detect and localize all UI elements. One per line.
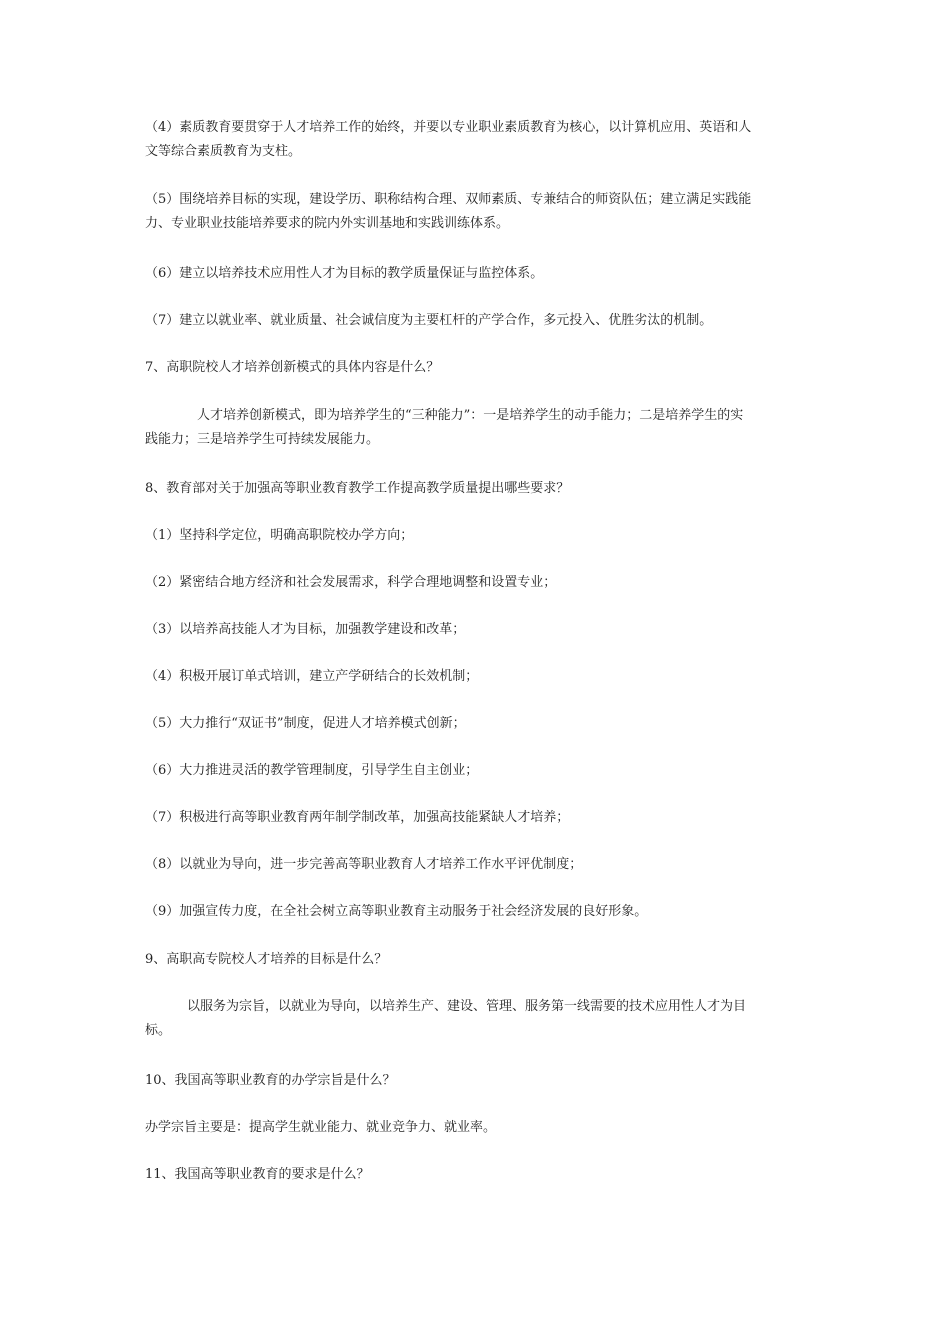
- paragraph-item-6: （6）建立以培养技术应用性人才为目标的教学质量保证与监控体系。: [145, 266, 544, 281]
- text-line: 以服务为宗旨，以就业为导向，以培养生产、建设、管理、服务第一线需要的技术应用性人才为目: [187, 999, 747, 1014]
- paragraph-item-4: [145, 116, 810, 164]
- text-line: 力、专业职业技能培养要求的院内外实训基地和实践训练体系。: [145, 216, 510, 231]
- answer-7: [145, 404, 810, 452]
- answer-8-item-2: （2）紧密结合地方经济和社会发展需求，科学合理地调整和设置专业；: [145, 575, 557, 590]
- question-7: 7、高职院校人才培养创新模式的具体内容是什么？: [145, 360, 440, 375]
- paragraph-item-5: [145, 188, 810, 236]
- text-line: 践能力；三是培养学生可持续发展能力。: [145, 432, 380, 447]
- text-line: 文等综合素质教育为支柱。: [145, 144, 302, 159]
- answer-8-item-3: （3）以培养高技能人才为目标，加强教学建设和改革；: [145, 622, 466, 637]
- answer-8-item-8: （8）以就业为导向，进一步完善高等职业教育人才培养工作水平评优制度；: [145, 857, 583, 872]
- answer-10: 办学宗旨主要是：提高学生就业能力、就业竞争力、就业率。: [145, 1120, 497, 1135]
- text-line: 人才培养创新模式，即为培养学生的“三种能力”：一是培养学生的动手能力；二是培养学生的实: [197, 408, 744, 423]
- text-line: 标。: [145, 1023, 172, 1038]
- answer-8-item-1: （1）坚持科学定位，明确高职院校办学方向；: [145, 528, 414, 543]
- text-line: （5）围绕培养目标的实现，建设学历、职称结构合理、双师素质、专兼结合的师资队伍；建立满足实践能: [145, 192, 752, 207]
- answer-9: [145, 995, 810, 1043]
- question-9: 9、高职高专院校人才培养的目标是什么？: [145, 952, 388, 967]
- answer-8-item-9: （9）加强宣传力度，在全社会树立高等职业教育主动服务于社会经济发展的良好形象。: [145, 904, 648, 919]
- question-10: 10、我国高等职业教育的办学宗旨是什么？: [145, 1073, 396, 1088]
- answer-8-item-7: （7）积极进行高等职业教育两年制学制改革，加强高技能紧缺人才培养；: [145, 810, 570, 825]
- text-line: （4）素质教育要贯穿于人才培养工作的始终，并要以专业职业素质教育为核心，以计算机应用、英语和人: [145, 120, 752, 135]
- question-11: 11、我国高等职业教育的要求是什么？: [145, 1167, 370, 1182]
- answer-8-item-4: （4）积极开展订单式培训，建立产学研结合的长效机制；: [145, 669, 479, 684]
- answer-8-item-5: （5）大力推行“双证书”制度，促进人才培养模式创新；: [145, 716, 466, 731]
- question-8: 8、教育部对关于加强高等职业教育教学工作提高教学质量提出哪些要求？: [145, 481, 570, 496]
- paragraph-item-7: （7）建立以就业率、就业质量、社会诚信度为主要杠杆的产学合作，多元投入、优胜劣汰的机制。: [145, 313, 713, 328]
- answer-8-item-6: （6）大力推进灵活的教学管理制度，引导学生自主创业；: [145, 763, 479, 778]
